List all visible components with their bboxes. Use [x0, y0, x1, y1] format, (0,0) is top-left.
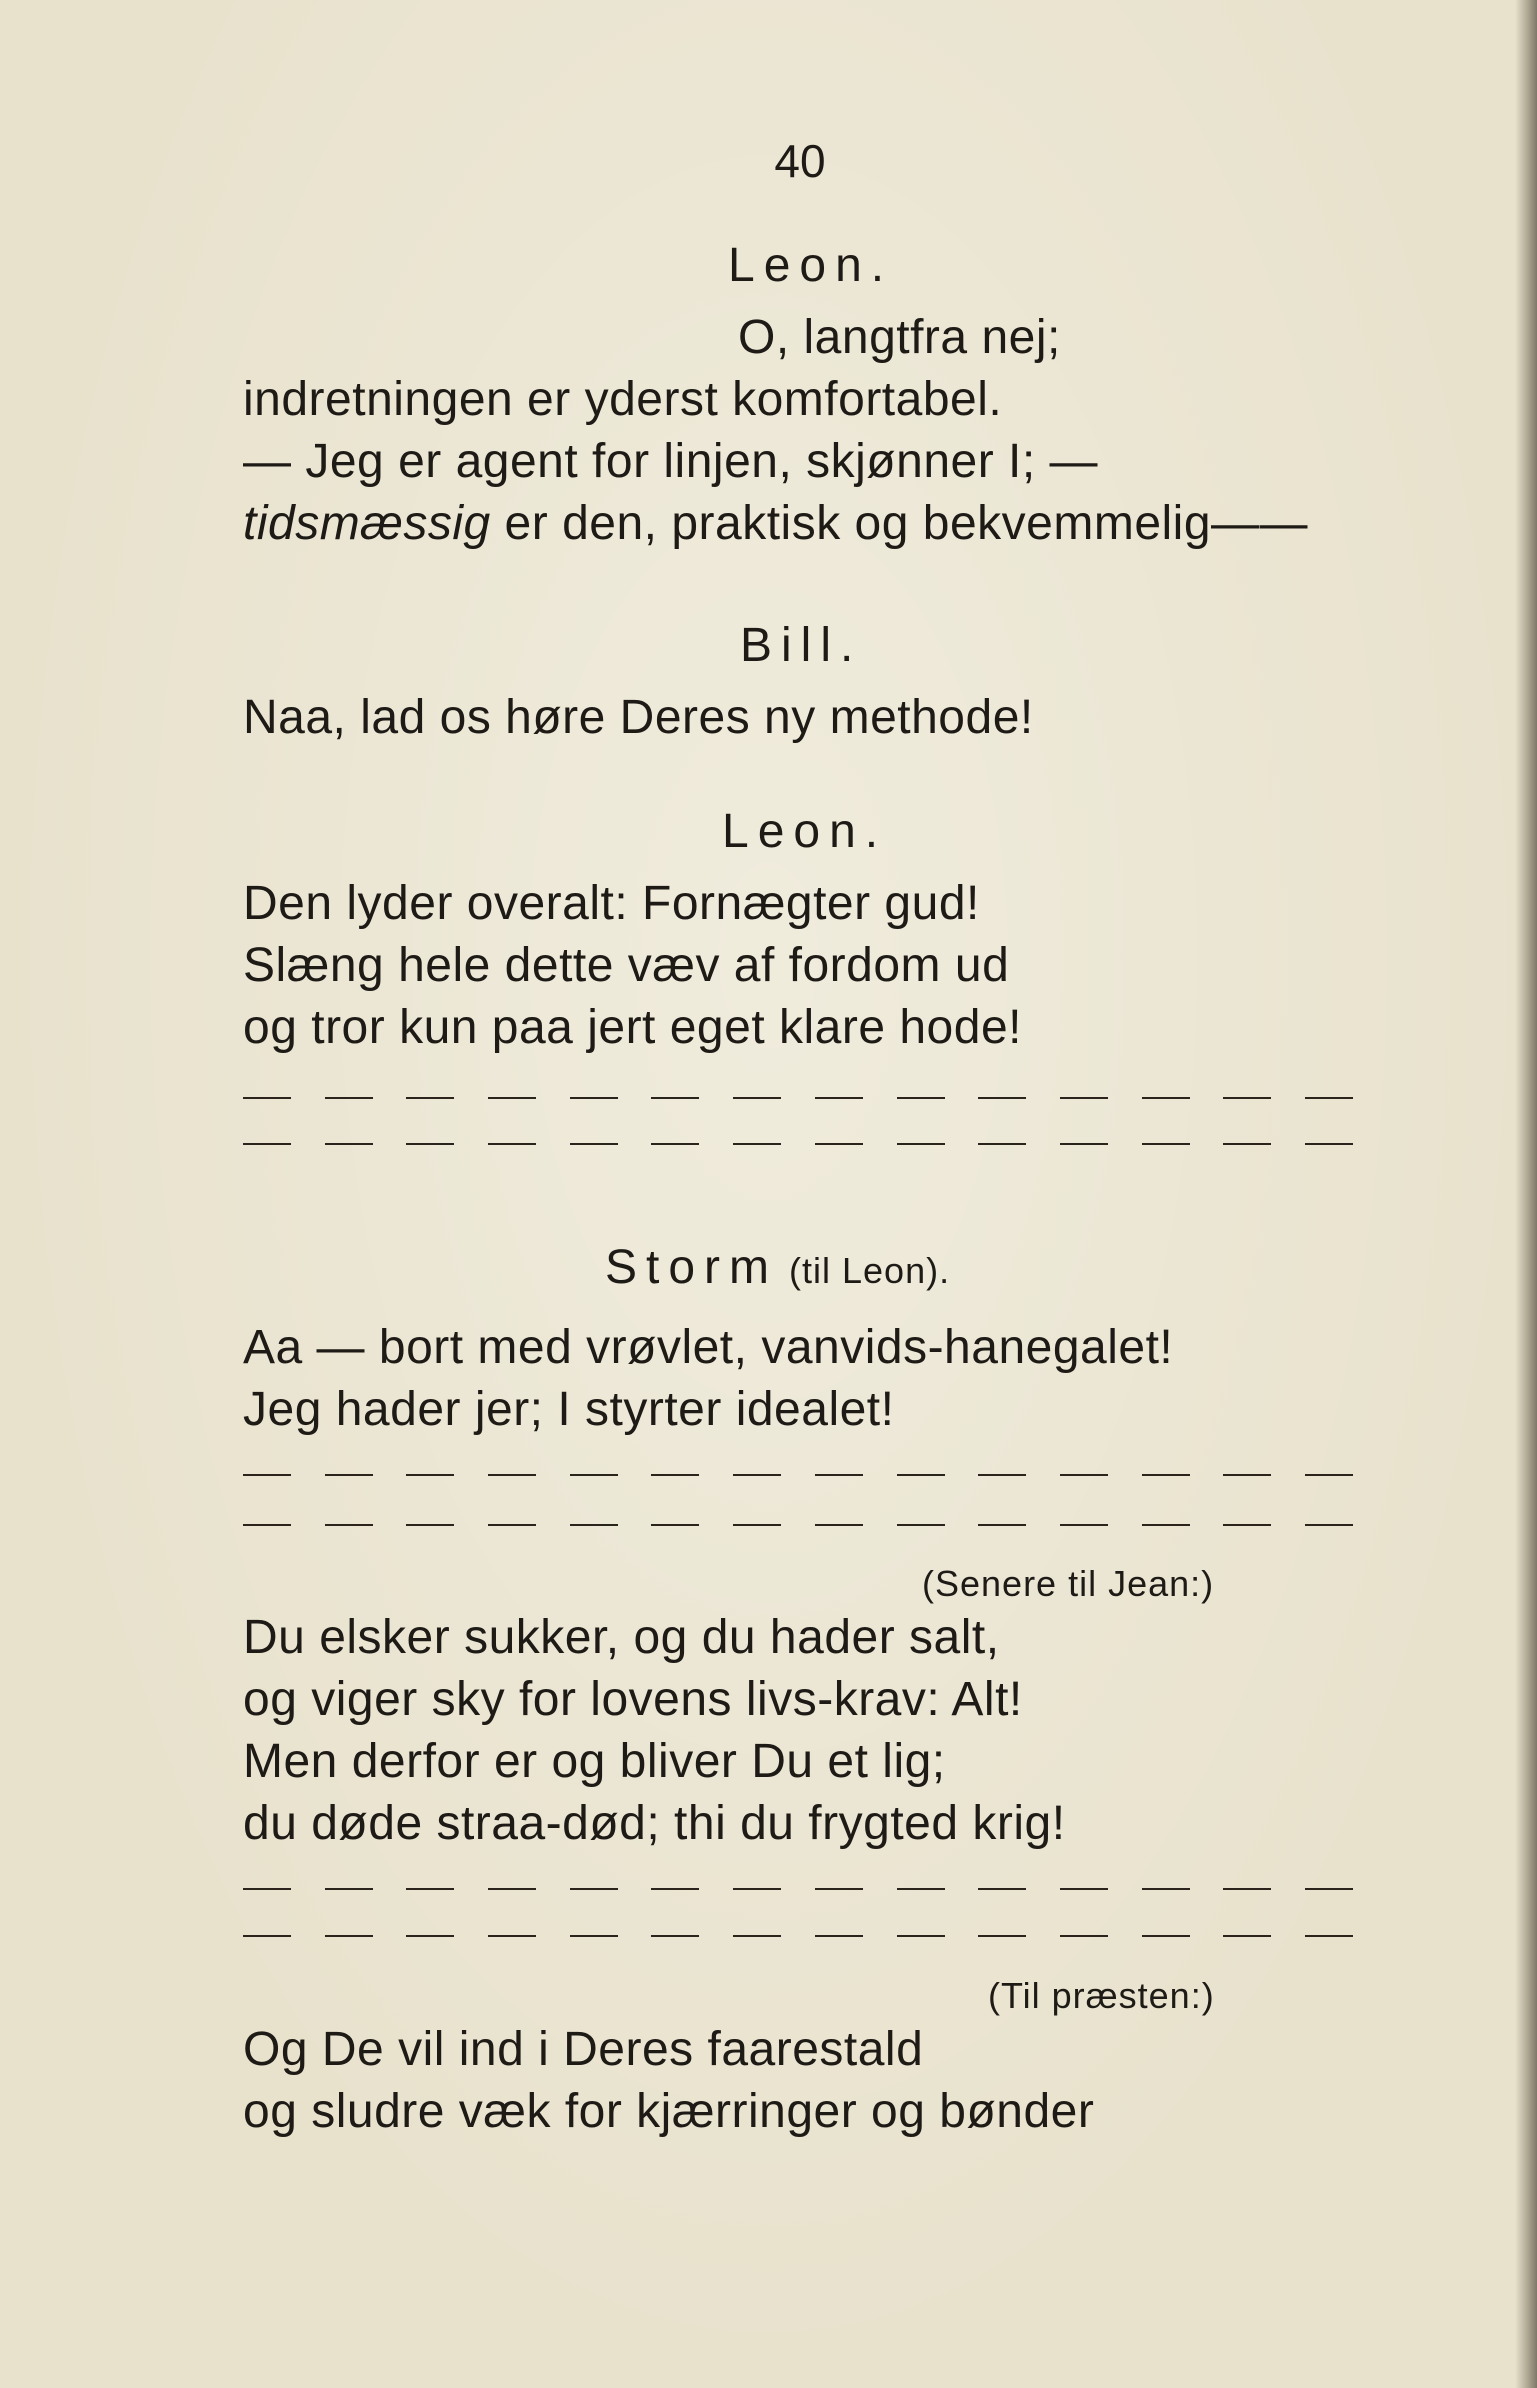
verse-line: og tror kun paa jert eget klare hode!	[243, 1001, 1022, 1054]
speaker-leon: Leon.	[722, 805, 888, 858]
verse-line: Den lyder overalt: Fornægter gud!	[243, 877, 980, 930]
dash-row	[243, 1524, 1353, 1527]
speaker-storm	[605, 1240, 950, 1299]
dash-row	[243, 1097, 1353, 1100]
verse-line: — Jeg er agent for linjen, skjønner I; —	[243, 435, 1099, 488]
dash-row	[243, 1143, 1353, 1146]
stage-direction: (til Leon).	[778, 1250, 951, 1291]
page-edge-shadow	[1515, 0, 1537, 2388]
verse-line: indretningen er yderst komfortabel.	[243, 373, 1003, 426]
stage-direction: (Senere til Jean:)	[922, 1563, 1215, 1604]
verse-line: og sludre væk for kjærringer og bønder	[243, 2085, 1095, 2138]
verse-line: Slæng hele dette væv af fordom ud	[243, 939, 1010, 992]
verse-line: du døde straa-død; thi du frygted krig!	[243, 1797, 1066, 1850]
verse-line: O, langtfra nej;	[738, 311, 1061, 364]
stage-direction: (Til præsten:)	[988, 1975, 1215, 2016]
verse-line: og viger sky for lovens livs-krav: Alt!	[243, 1673, 1023, 1726]
verse-line-rest: er den, praktisk og bekvemmelig——	[490, 497, 1309, 550]
verse-line: Aa — bort med vrøvlet, vanvids-hanegalet!	[243, 1321, 1174, 1374]
speaker-bill: Bill.	[740, 619, 863, 672]
page-number: 40	[774, 135, 826, 187]
speaker-name: Storm	[605, 1241, 779, 1294]
verse-line: Men derfor er og bliver Du et lig;	[243, 1735, 946, 1788]
dash-row	[243, 1474, 1353, 1477]
dash-row	[243, 1888, 1353, 1891]
speaker-leon: Leon.	[728, 239, 894, 292]
dash-row	[243, 1935, 1353, 1938]
verse-line: Jeg hader jer; I styrter idealet!	[243, 1383, 895, 1436]
verse-line: Og De vil ind i Deres faarestald	[243, 2023, 924, 2076]
verse-line	[243, 496, 1308, 552]
verse-line: Naa, lad os høre Deres ny methode!	[243, 691, 1034, 744]
italic-word: tidsmæssig	[243, 497, 491, 550]
verse-line: Du elsker sukker, og du hader salt,	[243, 1611, 1000, 1664]
